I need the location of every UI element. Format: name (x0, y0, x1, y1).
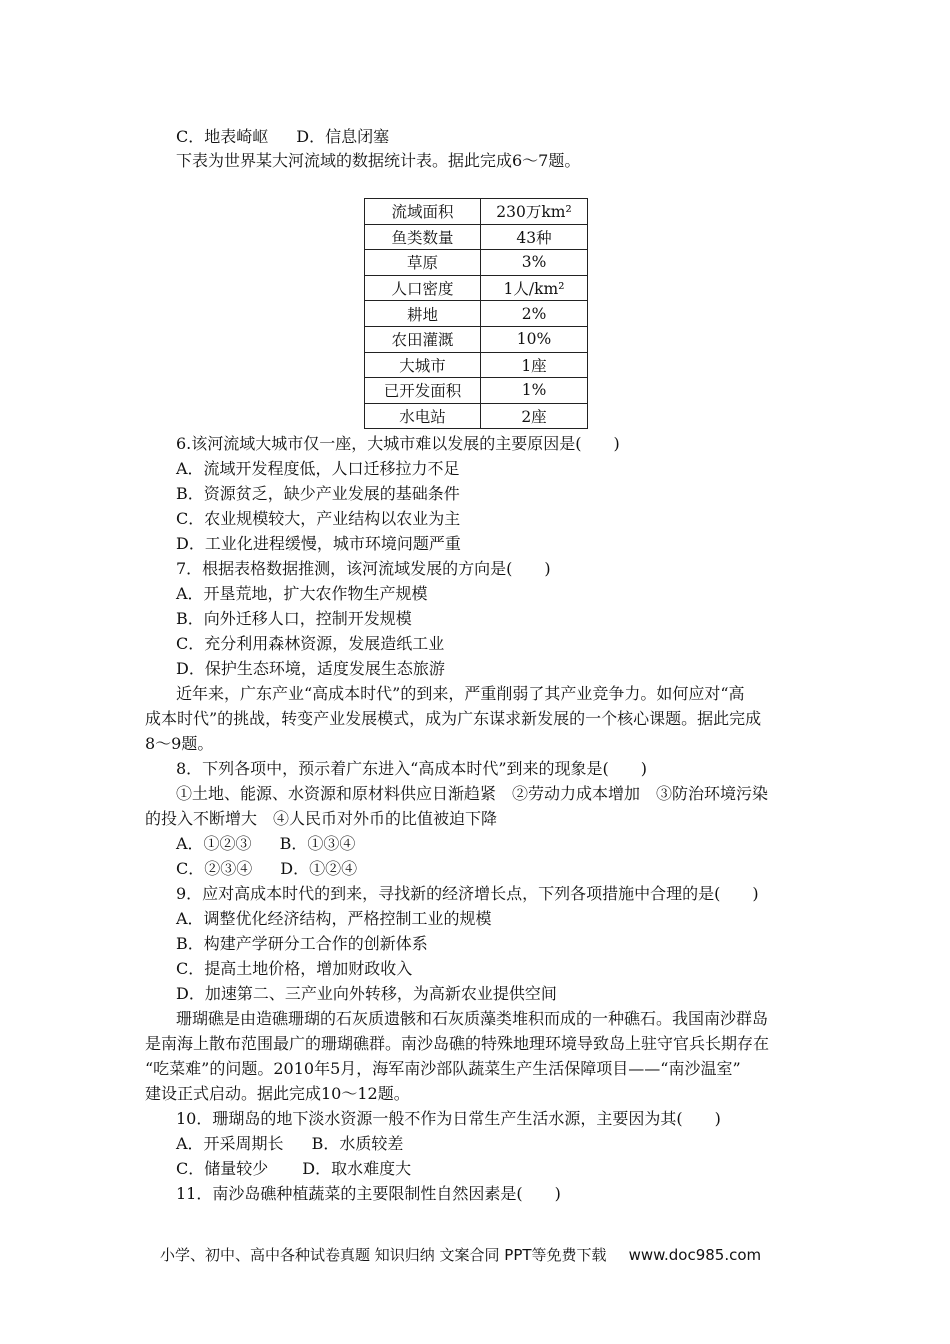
question-6-option-a: A．流域开发程度低，人口迁移拉力不足 (176, 459, 460, 478)
question-10: 10．珊瑚岛的地下淡水资源一般不作为日常生产生活水源，主要因为其( ) (176, 1109, 721, 1128)
table-cell-value: 1座 (481, 352, 588, 378)
table-row (365, 250, 588, 276)
table-row (365, 326, 588, 352)
option-d: D．取水难度大 (302, 1159, 412, 1178)
table-cell-value: 2% (481, 301, 588, 327)
passage-3-line-4: 建设正式启动。据此完成10～12题。 (145, 1084, 410, 1103)
question-8: 8．下列各项中，预示着广东进入“高成本时代”到来的现象是( ) (176, 759, 648, 778)
question-8-statements-1: ①土地、能源、水资源和原材料供应日渐趋紧 ②劳动力成本增加 ③防治环境污染 (176, 784, 769, 803)
question-8-options-cd (176, 857, 357, 881)
table-cell-value: 3% (481, 250, 588, 276)
option-c: C．储量较少 (176, 1159, 269, 1178)
question-6-option-c: C．农业规模较大，产业结构以农业为主 (176, 509, 461, 528)
options-line (176, 125, 389, 149)
table-row (365, 199, 588, 225)
option-a: A．①②③ (176, 834, 252, 853)
table-row (365, 403, 588, 429)
question-9-option-c: C．提高土地价格，增加财政收入 (176, 959, 413, 978)
footer-site-link[interactable]: www.doc985.com (628, 1246, 762, 1264)
table-cell-key: 人口密度 (365, 275, 481, 301)
question-7: 7．根据表格数据推测，该河流域发展的方向是( ) (176, 559, 551, 578)
question-7-option-c: C．充分利用森林资源，发展造纸工业 (176, 634, 445, 653)
page-footer (160, 1244, 761, 1266)
question-6: 6.该河流域大城市仅一座，大城市难以发展的主要原因是( ) (176, 434, 620, 453)
question-9: 9．应对高成本时代的到来，寻找新的经济增长点，下列各项措施中合理的是( ) (176, 884, 759, 903)
table-cell-key: 耕地 (365, 301, 481, 327)
question-11: 11．南沙岛礁种植蔬菜的主要限制性自然因素是( ) (176, 1184, 561, 1203)
question-9-option-d: D．加速第二、三产业向外转移，为高新农业提供空间 (176, 984, 557, 1003)
passage-3-line-1: 珊瑚礁是由造礁珊瑚的石灰质遗骸和石灰质藻类堆积而成的一种礁石。我国南沙群岛 (176, 1009, 769, 1028)
table-cell-value: 1% (481, 378, 588, 404)
question-6-option-d: D．工业化进程缓慢，城市环境问题严重 (176, 534, 461, 553)
table-row (365, 352, 588, 378)
table-cell-value: 43种 (481, 224, 588, 250)
table-cell-value: 1人/km² (481, 275, 588, 301)
question-8-statements-2: 的投入不断增大 ④人民币对外币的比值被迫下降 (145, 809, 498, 828)
option-c: C．②③④ (176, 859, 253, 878)
table-intro: 下表为世界某大河流域的数据统计表。据此完成6～7题。 (176, 151, 581, 170)
question-9-option-a: A．调整优化经济结构，严格控制工业的规模 (176, 909, 492, 928)
river-basin-table (364, 198, 588, 429)
table-row (365, 275, 588, 301)
table-row (365, 301, 588, 327)
table-cell-key: 草原 (365, 250, 481, 276)
footer-text: 小学、初中、高中各种试卷真题 知识归纳 文案合同 PPT等免费下载 (160, 1246, 607, 1264)
question-10-options-cd (176, 1157, 411, 1181)
question-7-option-d: D．保护生态环境，适度发展生态旅游 (176, 659, 445, 678)
option-b: B．水质较差 (311, 1134, 404, 1153)
passage-3-line-2: 是南海上散布范围最广的珊瑚礁群。南沙岛礁的特殊地理环境导致岛上驻守官兵长期存在 (145, 1034, 770, 1053)
option-d: D．信息闭塞 (296, 127, 390, 146)
question-8-options-ab (176, 832, 355, 856)
table-cell-value: 10% (481, 326, 588, 352)
question-6-option-b: B．资源贫乏，缺少产业发展的基础条件 (176, 484, 460, 503)
option-d: D．①②④ (280, 859, 358, 878)
question-7-option-a: A．开垦荒地，扩大农作物生产规模 (176, 584, 428, 603)
passage-3-line-3: “吃菜难”的问题。2010年5月，海军南沙部队蔬菜生产生活保障项目——“南沙温室” (145, 1059, 741, 1078)
passage-2-line-2: 成本时代”的挑战，转变产业发展模式，成为广东谋求新发展的一个核心课题。据此完成 (145, 709, 762, 728)
table-cell-key: 鱼类数量 (365, 224, 481, 250)
table-cell-key: 流域面积 (365, 199, 481, 225)
option-c: C．地表崎岖 (176, 127, 269, 146)
option-a: A．开采周期长 (176, 1134, 284, 1153)
option-b: B．①③④ (279, 834, 356, 853)
table-cell-key: 水电站 (365, 403, 481, 429)
table-row (365, 378, 588, 404)
question-7-option-b: B．向外迁移人口，控制开发规模 (176, 609, 412, 628)
table-cell-key: 已开发面积 (365, 378, 481, 404)
passage-2-line-3: 8～9题。 (145, 734, 214, 753)
question-9-option-b: B．构建产学研分工合作的创新体系 (176, 934, 428, 953)
table-cell-value: 2座 (481, 403, 588, 429)
table-cell-key: 农田灌溉 (365, 326, 481, 352)
question-10-options-ab (176, 1132, 403, 1156)
passage-2-line-1: 近年来，广东产业“高成本时代”的到来，严重削弱了其产业竞争力。如何应对“高 (176, 684, 745, 703)
table-row (365, 224, 588, 250)
table-cell-value: 230万km² (481, 199, 588, 225)
table-cell-key: 大城市 (365, 352, 481, 378)
